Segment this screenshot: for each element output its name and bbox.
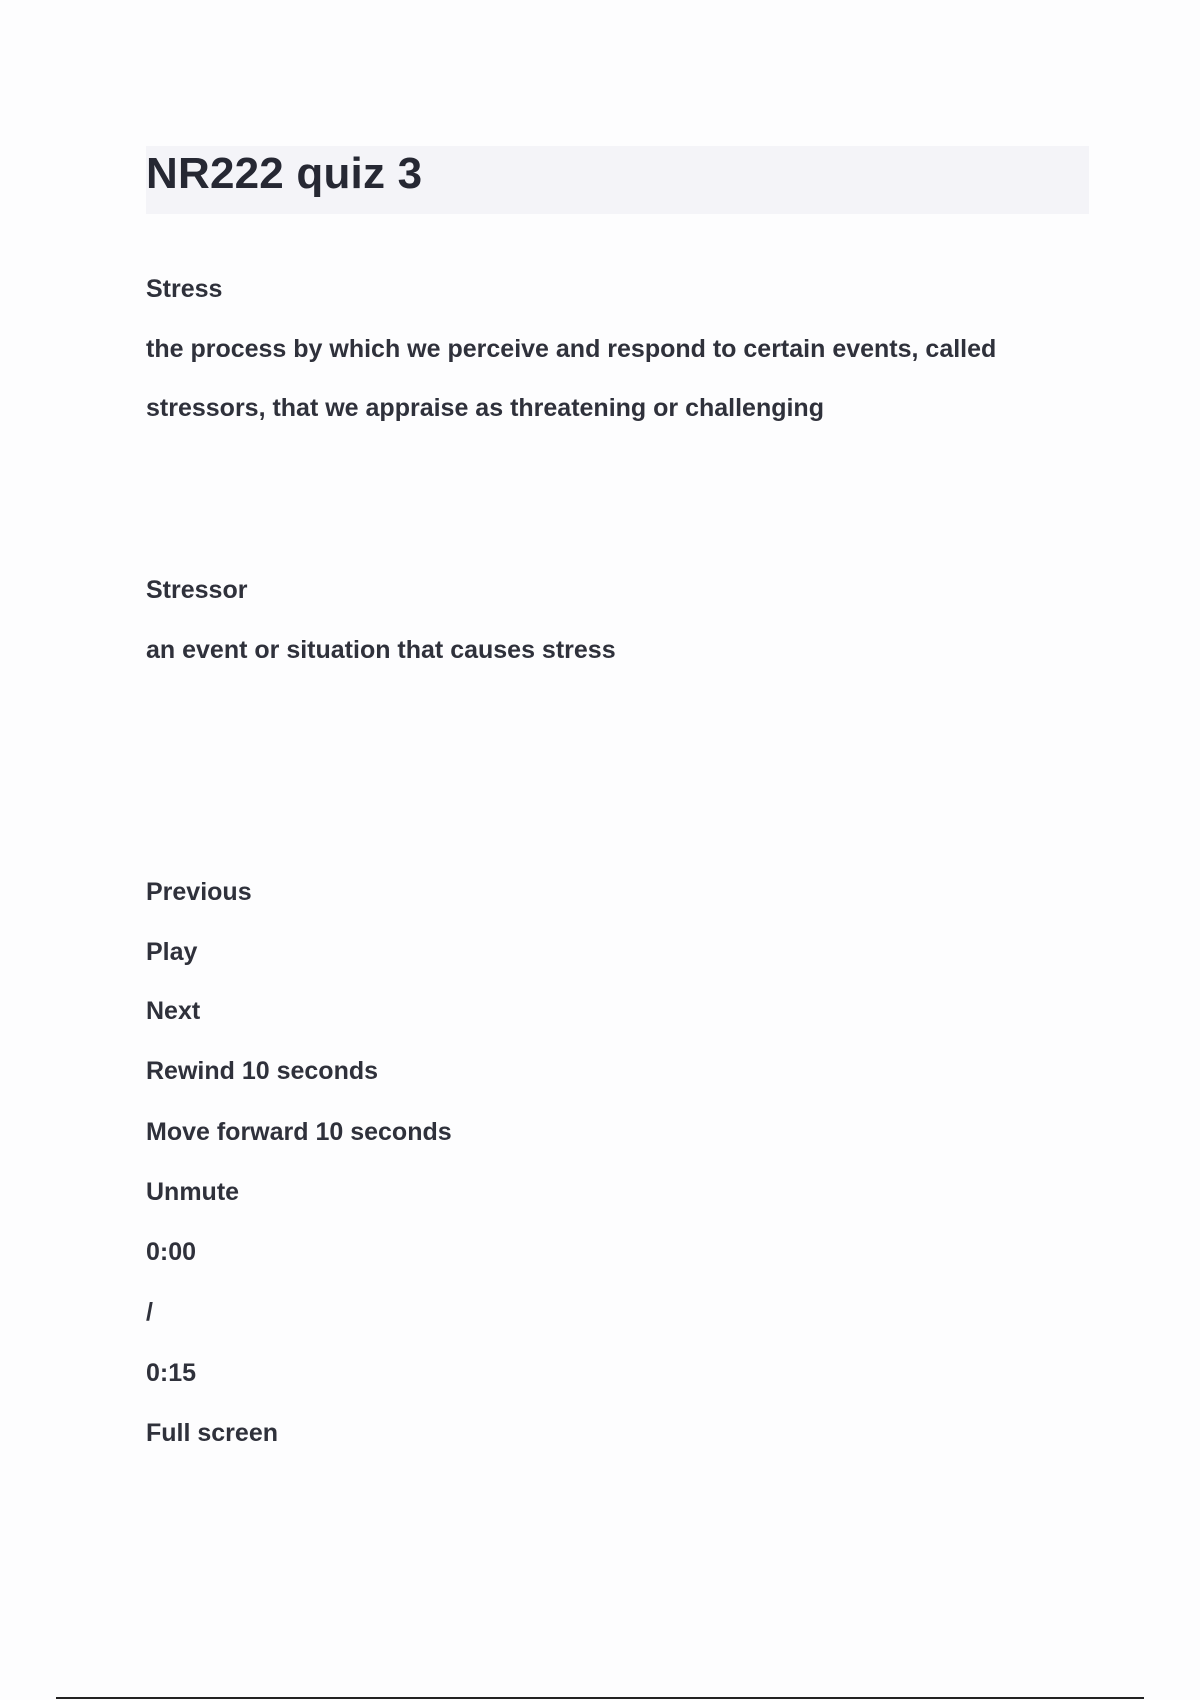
previous-button[interactable]: Previous: [146, 878, 252, 906]
current-time: 0:00: [146, 1238, 197, 1266]
page-bottom-divider: [56, 1697, 1144, 1699]
card-term-stressor: Stressor: [146, 576, 248, 604]
card-definition-line: stressors, that we appraise as threatening or challenging: [146, 394, 824, 422]
duration-time: 0:15: [146, 1359, 197, 1387]
forward-10-button[interactable]: Move forward 10 seconds: [146, 1118, 452, 1146]
play-button[interactable]: Play: [146, 938, 198, 966]
page-title: NR222 quiz 3: [146, 149, 423, 198]
unmute-button[interactable]: Unmute: [146, 1178, 240, 1206]
card-definition-line: an event or situation that causes stress: [146, 636, 616, 664]
card-definition-line: the process by which we perceive and respond to certain events, called: [146, 335, 997, 363]
card-term-stress: Stress: [146, 275, 223, 303]
rewind-10-button[interactable]: Rewind 10 seconds: [146, 1057, 379, 1085]
fullscreen-button[interactable]: Full screen: [146, 1419, 278, 1447]
next-button[interactable]: Next: [146, 997, 201, 1025]
time-separator: /: [146, 1298, 153, 1326]
